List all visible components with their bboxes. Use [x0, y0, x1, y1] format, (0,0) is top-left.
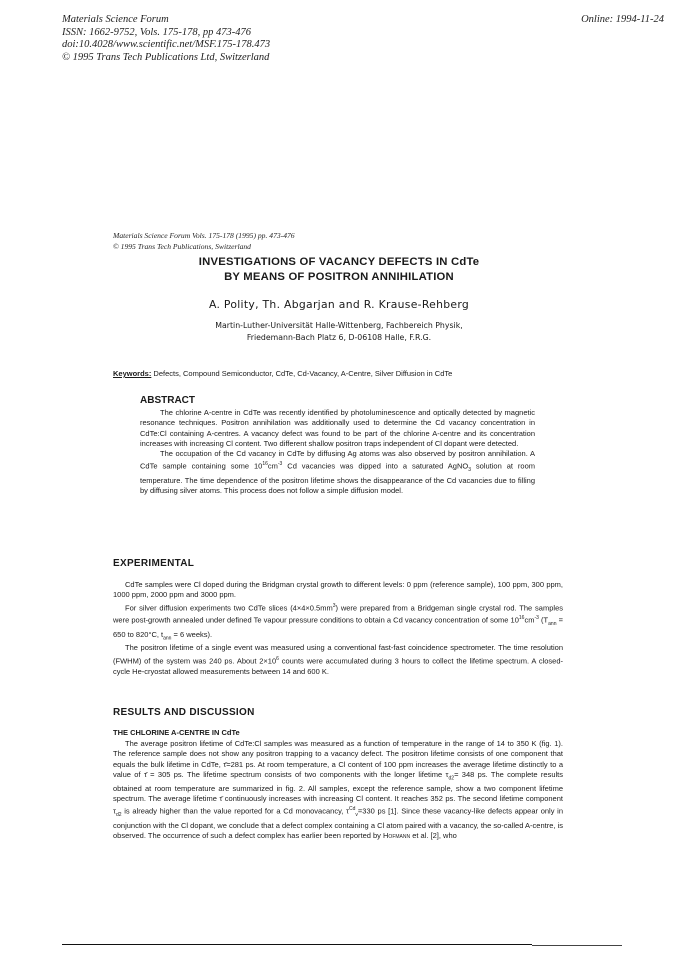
experimental-section — [113, 580, 563, 677]
page-header-journal: Materials Science Forum Vols. 175-178 (1995) pp. 473-476 — [113, 231, 295, 240]
affiliation — [0, 320, 678, 344]
cited-author: Hofmann — [383, 830, 411, 840]
abstract-paragraph: The occupation of the Cd vacancy in CdTe by diffusing Ag atoms was also observed by positron annihilation. A CdTe sample containing some $10^{16}cm^{-3}$ Cd vacancies was dipped into a saturated AgNO$_3$ solution at room temperature. The time dependence of the positron lifetime shows the disappearance of the Cd vacancies due to filling by diffusing silver atoms. This process does not follow a simple diffusion model. — [140, 449, 535, 496]
abstract-heading: ABSTRACT — [140, 395, 195, 406]
title-line-2: BY MEANS OF POSITRON ANNIHILATION — [224, 271, 454, 283]
online-date: Online: 1994-11-24 — [581, 14, 664, 25]
keywords-text: Defects, Compound Semiconductor, CdTe, Cd-Vacancy, A-Centre, Silver Diffusion in CdTe — [151, 369, 453, 378]
journal-name: Materials Science Forum — [62, 14, 169, 25]
title-line-1: INVESTIGATIONS OF VACANCY DEFECTS IN CdTe — [198, 256, 480, 268]
affiliation-line-1: Martin-Luther-Universität Halle-Wittenberg, Fachbereich Physik, — [215, 321, 463, 330]
keywords-label: Keywords: — [113, 369, 152, 378]
doi-link[interactable]: doi:10.4028/www.scientific.net/MSF.175-178.473 — [62, 39, 271, 50]
abstract-paragraph: The chlorine A-centre in CdTe was recently identified by photoluminescence and optically detected by magnetic resonance techniques. Positron annihilation was additionally used to determine the Cd vacancy concentration in CdTe:Cl containing A-centres. A vacancy defect was found to be part of the chlorine A-centre and its concentration increases with increasing Cl content. Two different shallow positron traps independent of Cl dopant were detected. — [140, 408, 535, 448]
experimental-paragraph: For silver diffusion experiments two CdTe slices $(4\times 4\times 0.5mm^3)$ were prepared from a Bridgeman single crystal rod. The samples were post-growth annealed under defined Te vapour pressure conditions to obtain a Cd vacancy concentration of some $10^{16}cm^{-3}$ ($T_{ann} = 650$ to 820°C, $t_{ann} = 6$ weeks). — [113, 602, 563, 642]
affiliation-line-2: Friedemann-Bach Platz 6, D-06108 Halle, F.R.G. — [246, 333, 432, 342]
issn-line: ISSN: 1662-9752, Vols. 175-178, pp 473-476 — [62, 26, 251, 38]
copyright-line: © 1995 Trans Tech Publications Ltd, Switzerland — [62, 51, 270, 63]
footer-rule-thin — [532, 945, 622, 946]
keywords — [113, 369, 563, 379]
results-heading: RESULTS AND DISCUSSION — [113, 707, 255, 718]
experimental-paragraph: CdTe samples were Cl doped during the Bridgman crystal growth to different levels: 0 ppm (reference sample), 100 ppm, 300 ppm, 1000 ppm, 2000 ppm and 3000 ppm. — [113, 580, 563, 600]
page-header-publisher: © 1995 Trans Tech Publications, Switzerland — [113, 241, 251, 251]
journal-header — [62, 14, 270, 64]
page-header — [113, 231, 295, 252]
results-paragraph: The average positron lifetime of CdTe:Cl samples was measured as a function of temperature in the range of 14 to 350 K (fig. 1). The reference sample does not show any positron trapping to a vacancy defect. The positron lifetime consists of one component that equals the bulk lifetime in CdTe, τ̄=281 ps. At room temperature, a Cl content of 100 ppm increases the average lifetime distinctly to a value of τ̄ = 305 ps. The lifetime spectrum consists of two components with the longer lifetime $\tau_{d2}= 348$ ps. The complete results obtained at room temperature are summarized in fig. 2. All samples, except the reference sample, show a two component lifetime spectrum. The average lifetime τ̄ continuously increases with increasing Cl content. It reaches 352 ps. The second lifetime component $\tau_{d2}$ is already higher than the value reported for a Cd monovacancy, $\tau^{Cd}_v=330$ ps [1]. Since these vacancy-like defects appear only in conjunction with the Cl dopant, we conclude that a defect complex containing a Cl atom paired with a vacancy, the so-called A-centre, is observed. The occurrence of such a defect complex has earlier been reported by Hofmann et al. [2], who — [113, 739, 564, 840]
authors: A. Polity, Th. Abgarjan and R. Krause-Rehberg — [208, 298, 470, 311]
paper-title — [0, 255, 678, 285]
results-section — [113, 739, 563, 841]
abstract — [140, 408, 535, 496]
experimental-heading: EXPERIMENTAL — [113, 558, 195, 569]
results-subheading: THE CHLORINE A-CENTRE IN CdTe — [113, 728, 240, 737]
footer-rule — [62, 944, 532, 945]
experimental-paragraph: The positron lifetime of a single event was measured using a conventional fast-fast coincidence spectrometer. The time resolution (FWHM) of the system was 240 ps. About $2\times 10^6$ counts were accumulated during 3 hours to collect the lifetime spectrum. A closed-cycle He-cryostat allowed measurements between 14 and 600 K. — [113, 643, 563, 676]
